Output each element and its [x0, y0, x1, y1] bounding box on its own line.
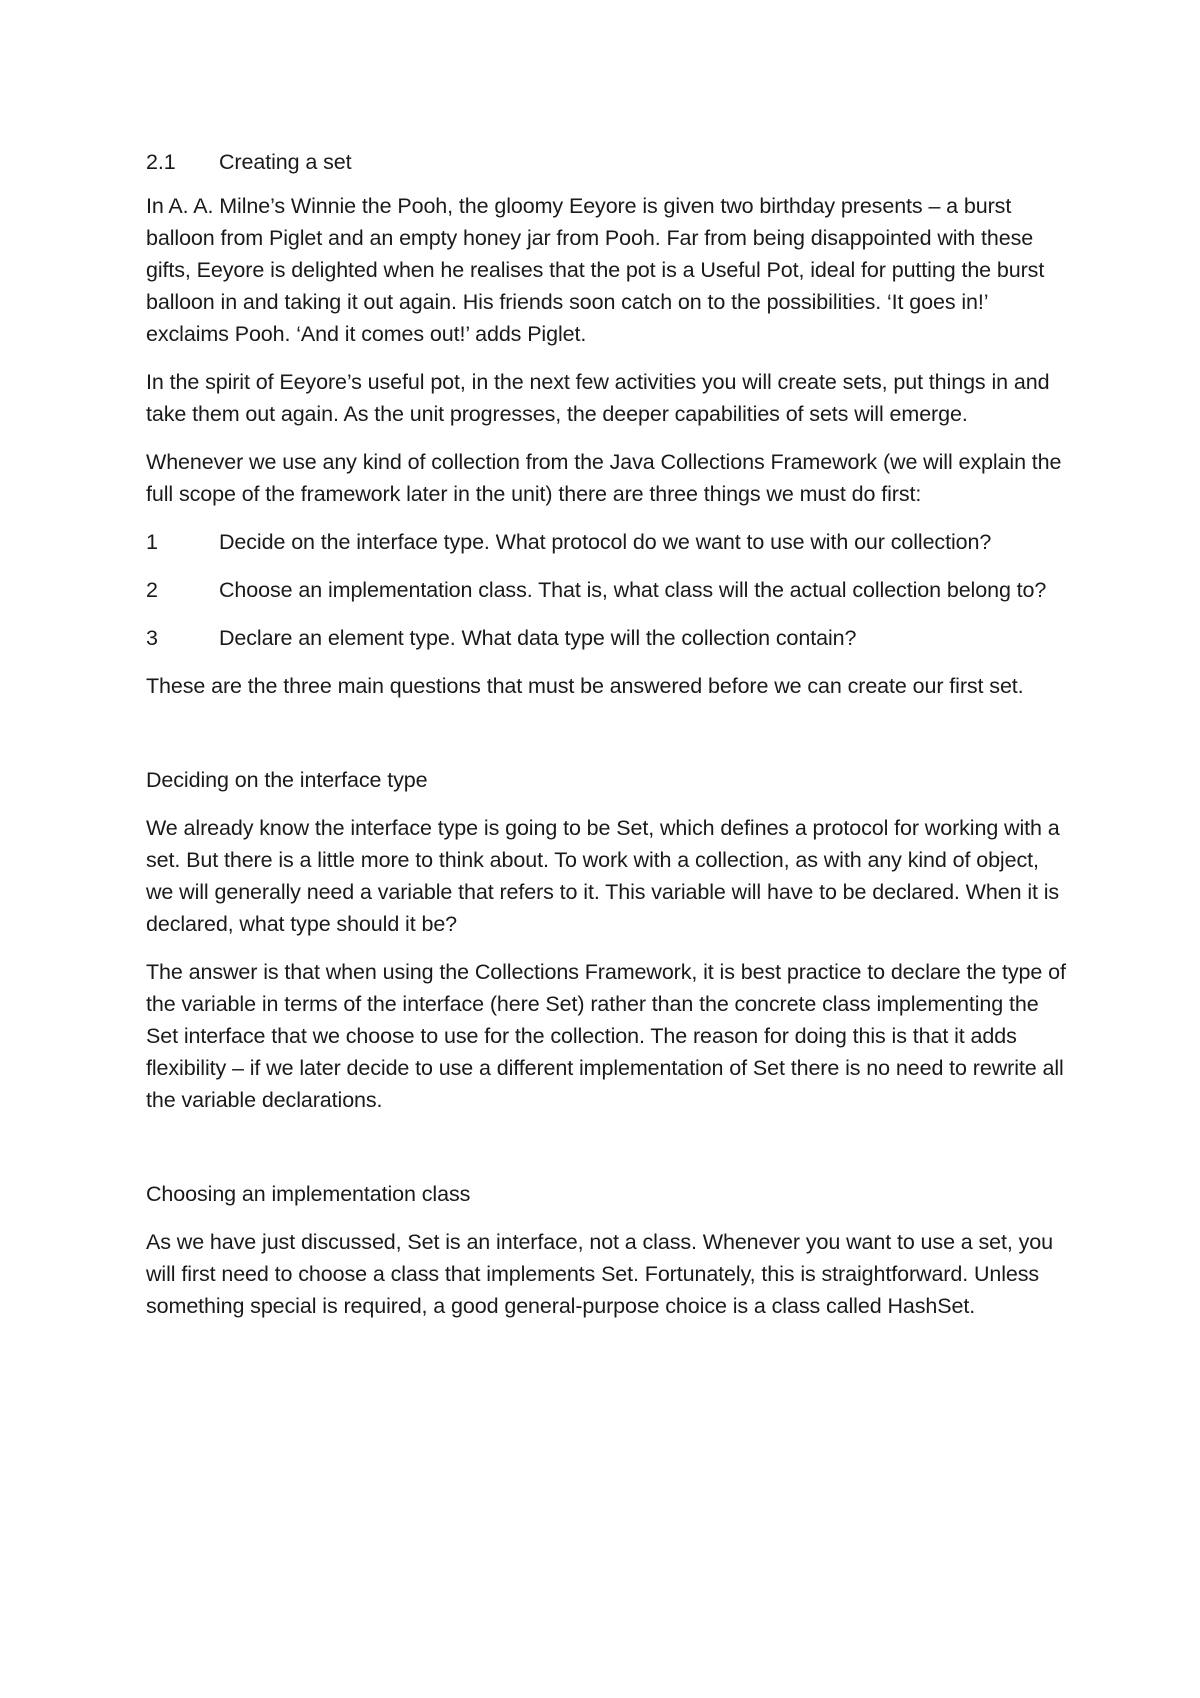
document-body	[146, 146, 1066, 1338]
step-text: Declare an element type. What data type will the collection contain?	[219, 626, 857, 650]
after-steps-paragraph: These are the three main questions that must be answered before we can create our first set.	[146, 674, 1024, 698]
step-text: Choose an implementation class. That is, what class will the actual collection belong to?	[219, 578, 1047, 602]
step-number: 1	[146, 530, 158, 554]
implementation-section-heading: Choosing an implementation class	[146, 1182, 471, 1206]
step-item-3	[146, 622, 1066, 654]
intro-paragraph-2: In the spirit of Eeyore’s useful pot, in the next few activities you will create sets, put things in and take them out again. As the unit progresses, the deeper capabilities of sets will emerge.	[146, 370, 1050, 426]
step-item-1	[146, 526, 1066, 558]
implementation-paragraph-1: As we have just discussed, Set is an interface, not a class. Whenever you want to use a set, you will first need to choose a class that implements Set. Fortunately, this is straightforward. Unless something special is required, a good general-purpose choice is a class called HashSet.	[146, 1230, 1054, 1318]
step-item-2	[146, 574, 1066, 606]
section-title: Creating a set	[219, 150, 352, 174]
step-number: 3	[146, 626, 158, 650]
section-heading	[146, 146, 1066, 178]
step-text: Decide on the interface type. What protocol do we want to use with our collection?	[219, 530, 992, 554]
interface-section-heading: Deciding on the interface type	[146, 768, 428, 792]
step-number: 2	[146, 578, 158, 602]
spacer	[146, 718, 1066, 764]
interface-paragraph-2: The answer is that when using the Collections Framework, it is best practice to declare the type of the variable in terms of the interface (here Set) rather than the concrete class implementing the Set interface that we choose to use for the collection. The reason for doing this is that it adds flexibility – if we later decide to use a different implementation of Set there is no need to rewrite all the variable declarations.	[146, 960, 1066, 1112]
section-number: 2.1	[146, 150, 176, 174]
interface-paragraph-1: We already know the interface type is going to be Set, which defines a protocol for working with a set. But there is a little more to think about. To work with a collection, as with any kind of object, we will generally need a variable that refers to it. This variable will have to be declared. When it is declared, what type should it be?	[146, 816, 1060, 936]
spacer	[146, 1132, 1066, 1178]
intro-paragraph-1: In A. A. Milne’s Winnie the Pooh, the gloomy Eeyore is given two birthday presents – a burst balloon from Piglet and an empty honey jar from Pooh. Far from being disappointed with these gifts, Eeyore is delighted when he realises that the pot is a Useful Pot, ideal for putting the burst balloon in and taking it out again. His friends soon catch on to the possibilities. ‘It goes in!’ exclaims Pooh. ‘And it comes out!’ adds Piglet.	[146, 194, 1045, 346]
intro-paragraph-3: Whenever we use any kind of collection from the Java Collections Framework (we will explain the full scope of the framework later in the unit) there are three things we must do first:	[146, 450, 1062, 506]
